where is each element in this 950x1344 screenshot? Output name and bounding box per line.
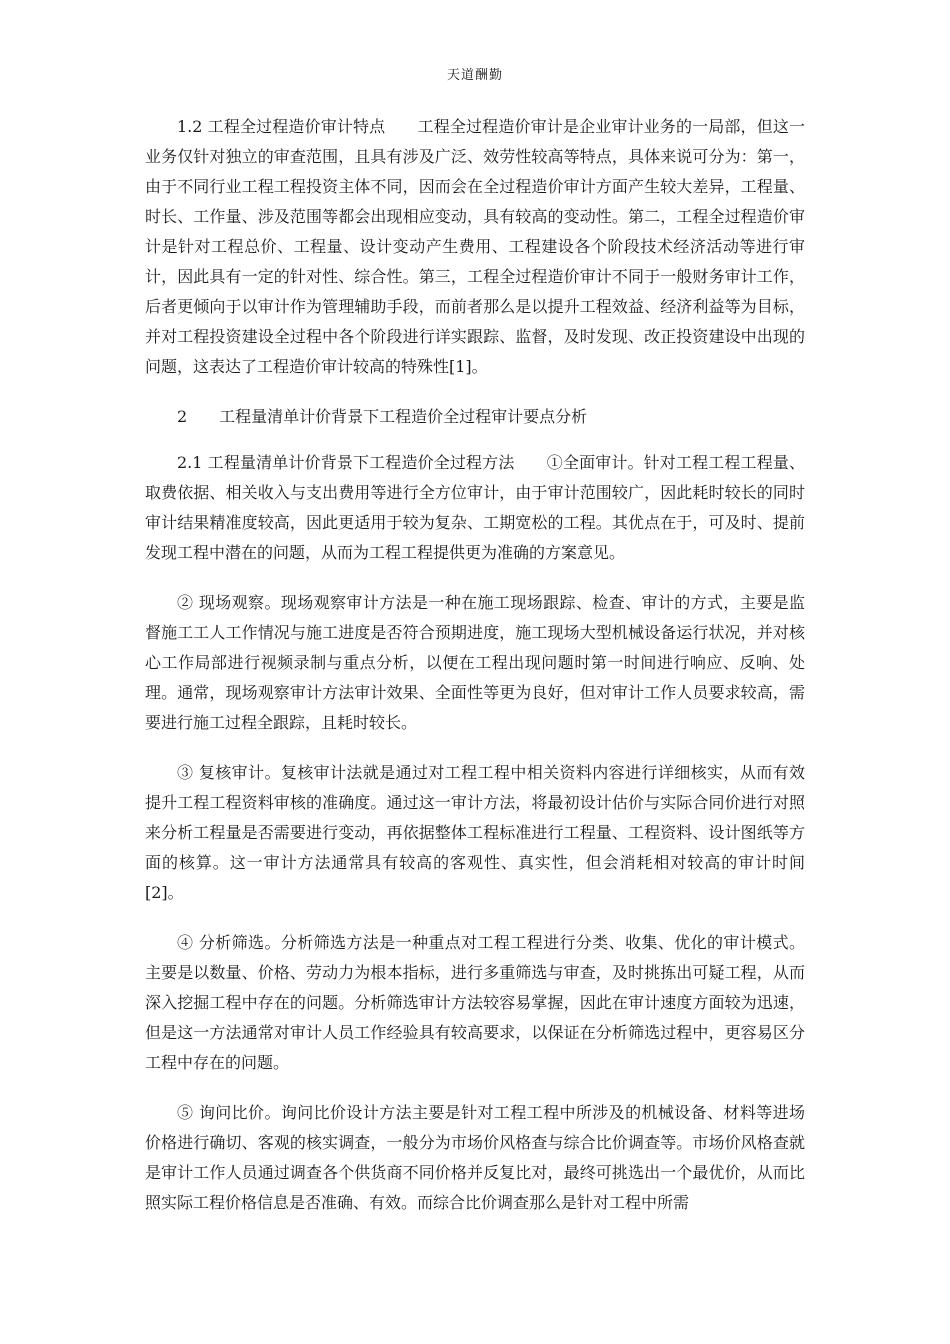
paragraph-analysis-screening: ④ 分析筛选。分析筛选方法是一种重点对工程工程进行分类、收集、优化的审计模式。主要是以数量、价格、劳动力为根本指标，进行多重筛选与审查，及时挑拣出可疑工程，从而深入挖掘工程中存在的问题。分析筛选审计方法较容易掌握，因此在审计速度方面较为迅速，但是这一方法通常对审计人员工作经验具有较高要求，以保证在分析筛选过程中，更容易区分工程中存在的问题。 <box>145 933 805 1072</box>
section-heading-2: 2 工程量清单计价背景下工程造价全过程审计要点分析 <box>177 407 588 426</box>
paragraph-section-1-2: 1.2 工程全过程造价审计特点 工程全过程造价审计是企业审计业务的一局部，但这一业务仅针对独立的审查范围，且具有涉及广泛、效劳性较高等特点，具体来说可分为：第一，由于不同行业工程工程投资主体不同，因而会在全过程造价审计方面产生较大差异，工程量、时长、工作量、涉及范围等都会出现相应变动，具有较高的变动性。第二，工程全过程造价审计是针对工程总价、工程量、设计变动产生费用、工程建设各个阶段技术经济活动等进行审计，因此具有一定的针对性、综合性。第三，工程全过程造价审计不同于一般财务审计工作，后者更倾向于以审计作为管理辅助手段，而前者那么是以提升工程效益、经济利益等为目标，并对工程投资建设全过程中各个阶段进行详实跟踪、监督，及时发现、改正投资建设中出现的问题，这表达了工程造价审计较高的特殊性[1]。 <box>145 117 805 376</box>
paragraph-review-audit: ③ 复核审计。复核审计法就是通过对工程工程中相关资料内容进行详细核实，从而有效提升工程工程资料审核的准确度。通过这一审计方法，将最初设计估价与实际合同价进行对照来分析工程量是否需要进行变动，再依据整体工程标准进行工程量、工程资料、设计图纸等方面的核算。这一审计方法通常具有较高的客观性、真实性，但会消耗相对较高的审计时间[2]。 <box>145 763 805 902</box>
document-body <box>145 112 805 1238</box>
page-header: 天道酬勤 <box>446 68 503 83</box>
paragraph-section-2-1: 2.1 工程量清单计价背景下工程造价全过程方法 ①全面审计。针对工程工程工程量、取费依据、相关收入与支出费用等进行全方位审计，由于审计范围较广，因此耗时较长的同时审计结果精准度较高，因此更适用于较为复杂、工期宽松的工程。其优点在于，可及时、提前发现工程中潜在的问题，从而为工程工程提供更为准确的方案意见。 <box>145 453 805 562</box>
paragraph-site-observation: ② 现场观察。现场观察审计方法是一种在施工现场跟踪、检查、审计的方式，主要是监督施工工人工作情况与施工进度是否符合预期进度，施工现场大型机械设备运行状况，并对核心工作局部进行视频录制与重点分析，以便在工程出现问题时第一时间进行响应、反响、处理。通常，现场观察审计方法审计效果、全面性等更为良好，但对审计工作人员要求较高，需要进行施工过程全跟踪，且耗时较长。 <box>145 593 805 732</box>
paragraph-price-inquiry: ⑤ 询问比价。询问比价设计方法主要是针对工程工程中所涉及的机械设备、材料等进场价格进行确切、客观的核实调查，一般分为市场价风格查与综合比价调查等。市场价风格查就是审计工作人员通过调查各个供货商不同价格并反复比对，最终可挑选出一个最优价，从而比照实际工程价格信息是否准确、有效。而综合比价调查那么是针对工程中所需 <box>145 1103 805 1212</box>
